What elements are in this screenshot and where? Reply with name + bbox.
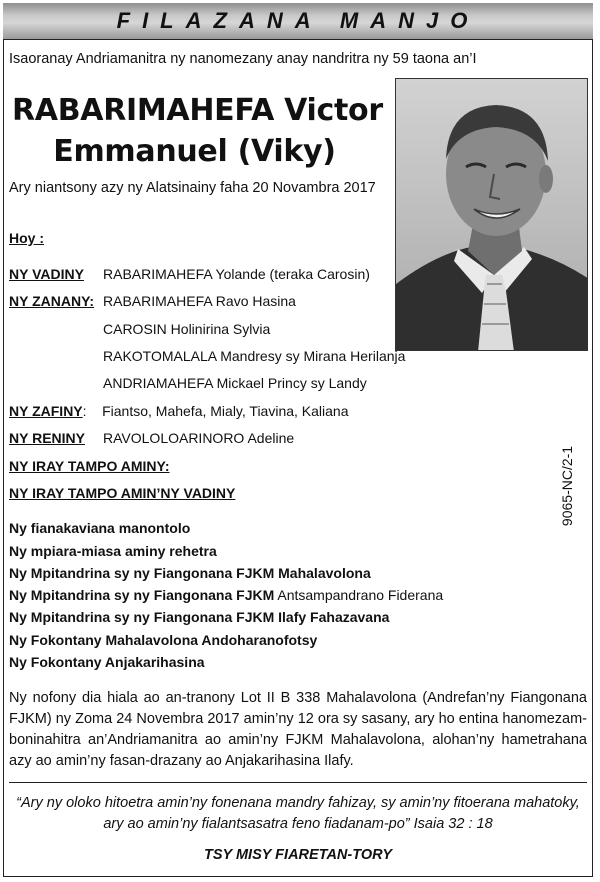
zanany-item: RABARIMAHEFA Ravo Hasina bbox=[103, 293, 296, 309]
iray-tampo-heading: NY IRAY TAMPO AMINY: bbox=[9, 458, 170, 474]
reniny-label: NY RENINY bbox=[9, 430, 85, 446]
zanany-item: ANDRIAMAHEFA Mickael Princy sy Landy bbox=[103, 375, 367, 391]
closing-note: TSY MISY FIARETAN-TORY bbox=[204, 847, 392, 863]
zanany-label: NY ZANANY: bbox=[9, 293, 95, 309]
zanany-item: RAKOTOMALALA Mandresy sy Mirana Herilanja bbox=[103, 348, 406, 364]
verse-line2: ary ao amin’ny fialantsasatra feno fiadanam-po” Isaia 32 : 18 bbox=[103, 816, 493, 832]
reniny-value: RAVOLOLOARINORO Adeline bbox=[103, 430, 295, 446]
zafiny-row: NY ZAFINY: Fiantso, Mahefa, Mialy, Tiavina, Kaliana bbox=[9, 403, 349, 419]
zafiny-value: Fiantso, Mahefa, Mialy, Tiavina, Kaliana bbox=[102, 403, 349, 419]
zafiny-label: NY ZAFINY bbox=[9, 403, 83, 419]
group-line: Ny Fokontany Mahalavolona Andoharanofotsy bbox=[9, 632, 318, 648]
zanany-item: CAROSIN Holinirina Sylvia bbox=[103, 321, 271, 337]
portrait-photo bbox=[395, 78, 588, 351]
vadiny-value: RABARIMAHEFA Yolande (teraka Carosin) bbox=[103, 266, 370, 282]
vadiny-label: NY VADINY bbox=[9, 266, 84, 282]
iray-tampo-vadiny-heading: NY IRAY TAMPO AMIN’NY VADINY bbox=[9, 485, 236, 501]
reference-code: 9065-NC/2-1 bbox=[559, 445, 575, 527]
group-line: Ny Mpitandrina sy ny Fiangonana FJKM Ilafy Fahazavana bbox=[9, 609, 390, 625]
death-date: Ary niantsony azy ny Alatsinainy faha 20 Novambra 2017 bbox=[9, 180, 376, 196]
group-line: Ny Mpitandrina sy ny Fiangonana FJKM Antsampandrano Fiderana bbox=[9, 587, 444, 603]
intro-text: Isaoranay Andriamanitra ny nanomezany anay nandritra ny 59 taona an’I bbox=[9, 51, 477, 67]
portrait-image bbox=[396, 79, 588, 351]
group-line: Ny Fokontany Anjakarihasina bbox=[9, 654, 205, 670]
funeral-details: Ny nofony dia hiala ao an-tranony Lot II B 338 Mahalavolona (Andrefan’ny Fiangonana FJKM) ny Zoma 24 Novembra 2017 amin’ny 12 ora sy sasany, ary ho entina hanomezam-boninahitra an’Andriamanitra ao amin’ny FJKM Mahalavolona, alohan’ny hametrahana azy ao amin’ny fasan-drazany ao Anjakarihasina Ilafy. bbox=[9, 690, 587, 769]
header-title: FILAZANA MANJO bbox=[116, 8, 480, 33]
deceased-name-line1: RABARIMAHEFA Victor bbox=[12, 93, 383, 128]
header-banner bbox=[3, 3, 593, 40]
group-line: Ny fianakaviana manontolo bbox=[9, 520, 191, 536]
group-line: Ny Mpitandrina sy ny Fiangonana FJKM Mahalavolona bbox=[9, 565, 371, 581]
hoy-label: Hoy : bbox=[9, 230, 44, 246]
group-line: Ny mpiara-miasa aminy rehetra bbox=[9, 543, 217, 559]
divider bbox=[9, 782, 587, 783]
deceased-name-line2: Emmanuel (Viky) bbox=[53, 134, 336, 169]
verse-line1: “Ary ny oloko hitoetra amin’ny fonenana mandry fahizay, sy amin’ny fitoerana mahatoky, bbox=[16, 795, 580, 811]
